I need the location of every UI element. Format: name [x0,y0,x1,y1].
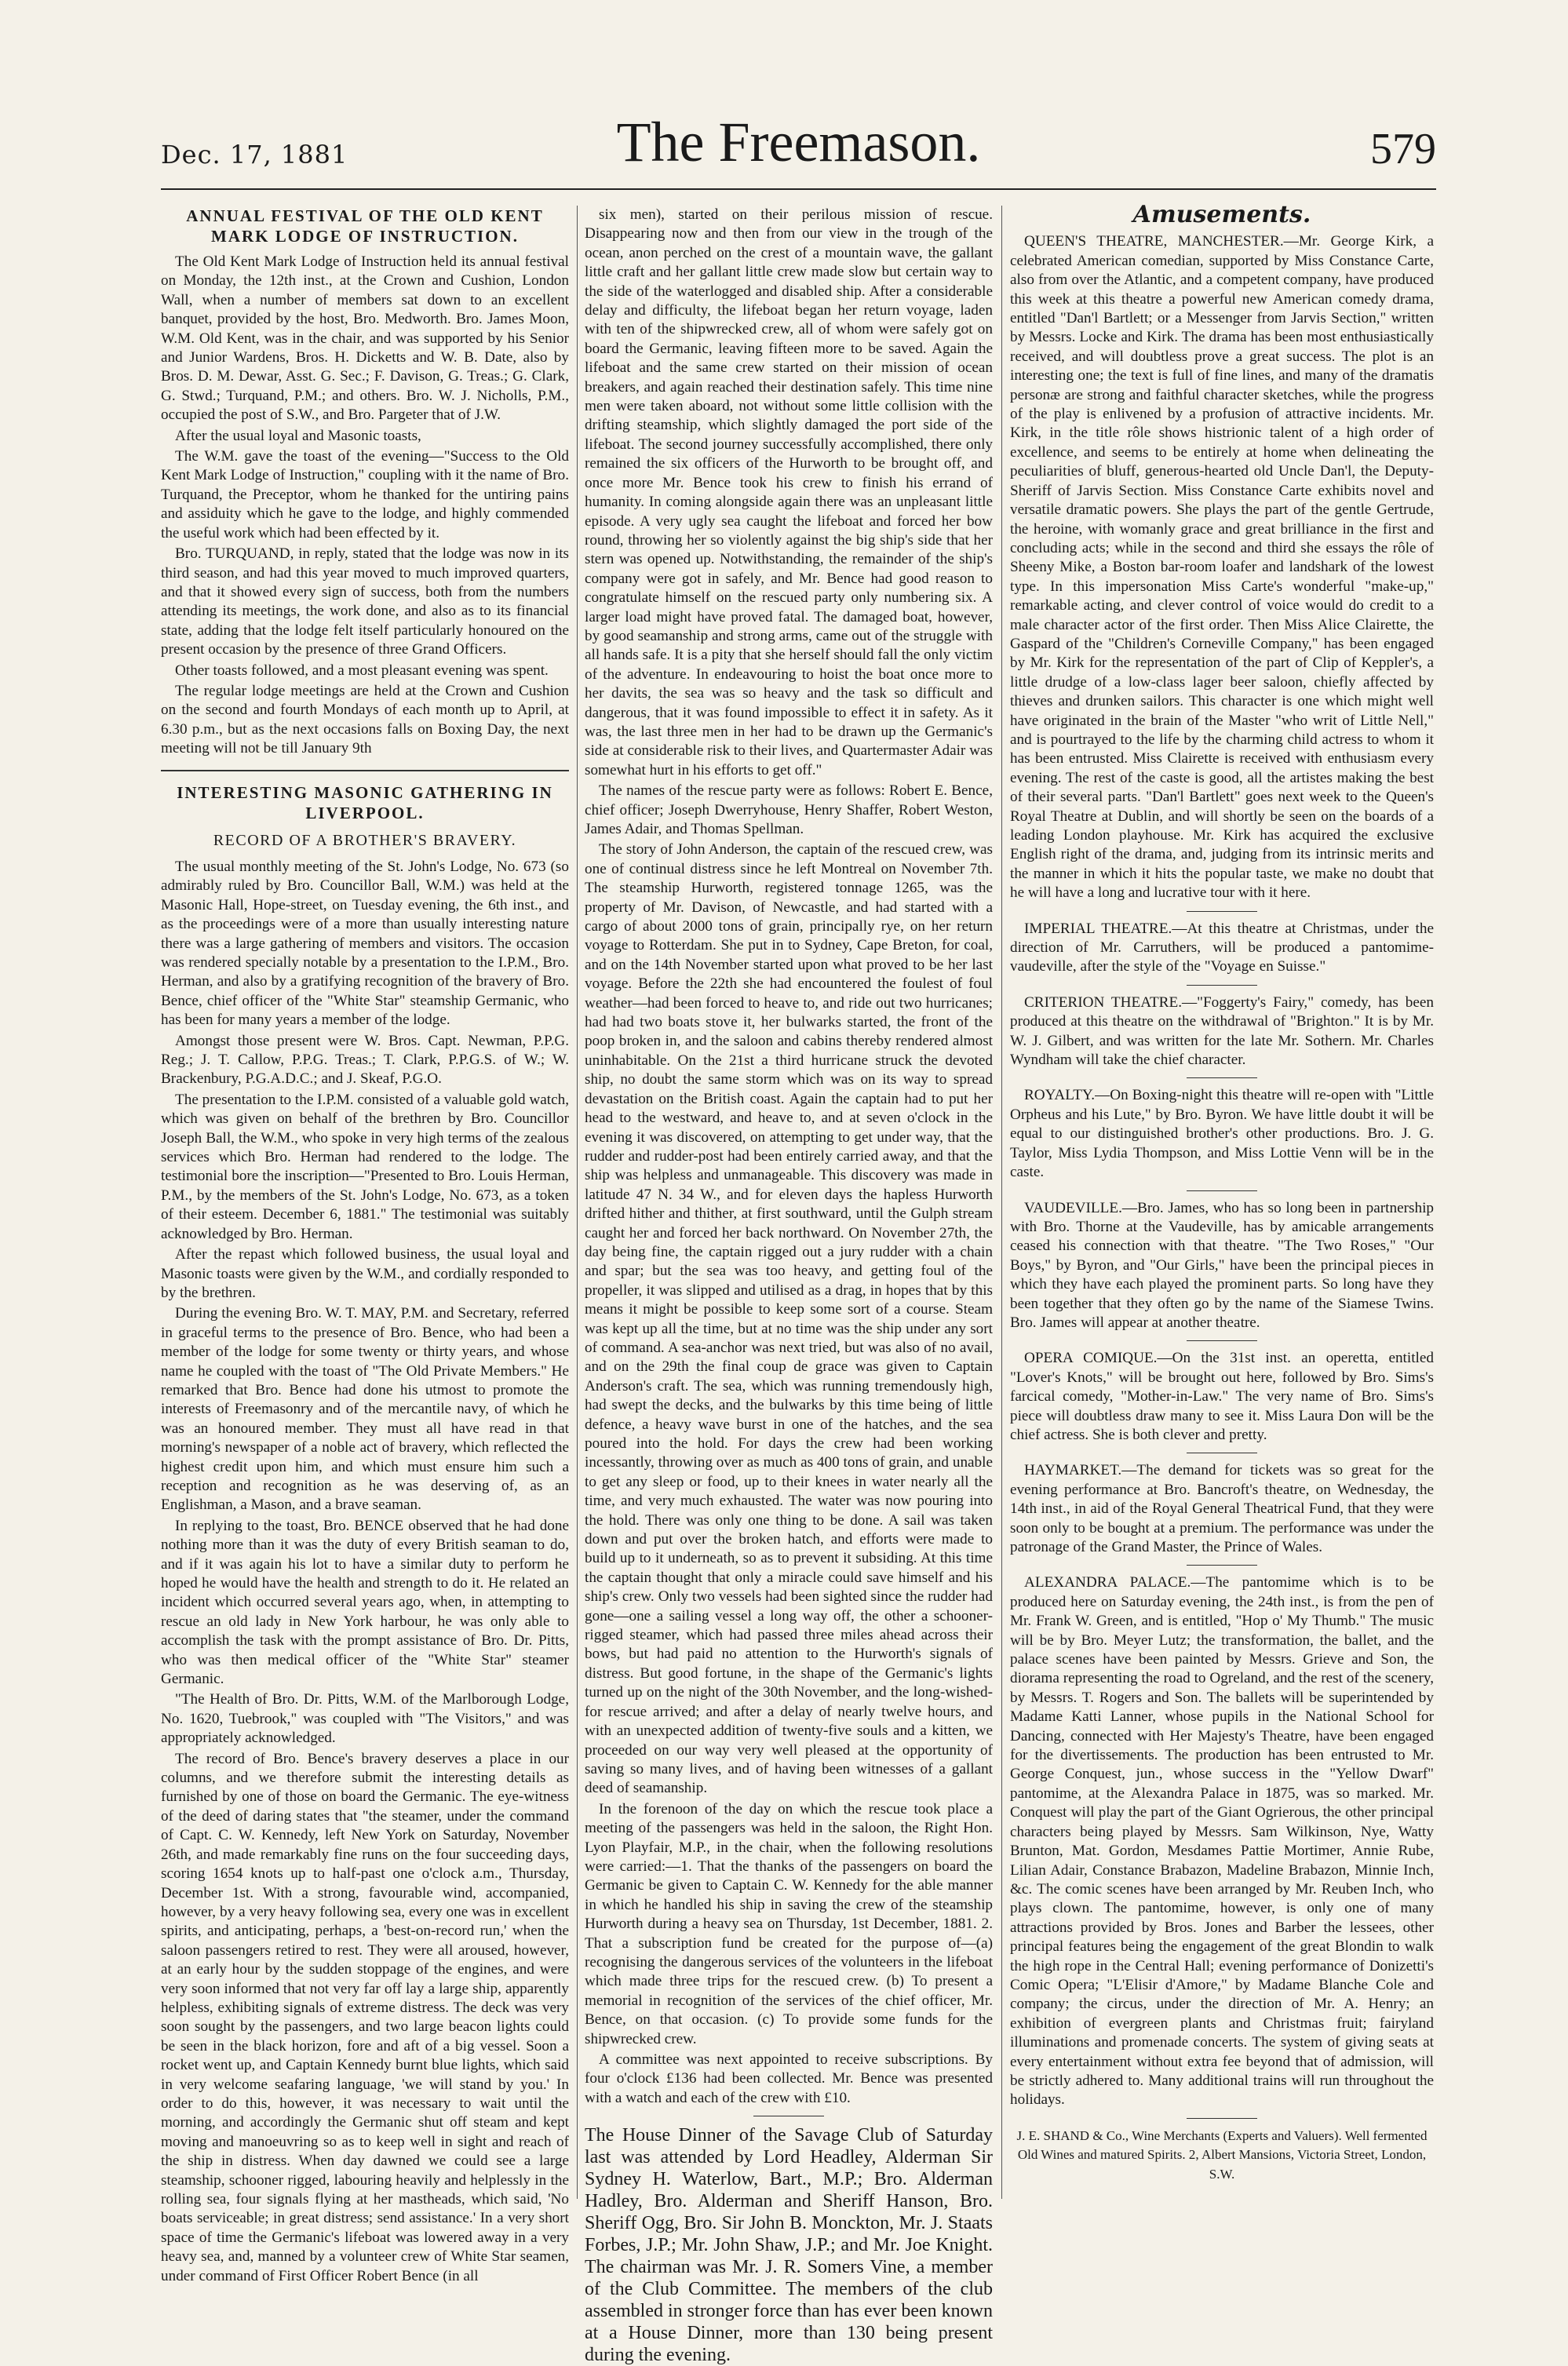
divider [161,770,569,771]
paragraph: The story of John Anderson, the captain of the rescued crew, was one of continual distress since he left Montreal on November 7th. The steamship Hurworth, registered tonnage 1265, was the property of Mr. Davison, of Newcastle, and had started with a cargo of about 2000 tons of grain, principally rye, on her return voyage to Rotterdam. She put in to Sydney, Cape Breton, for coal, and on the 14th November started upon what proved to be her last voyage. Before the 22th she had encountered the foulest of foul weather—had been forced to heave to, and ride out two hurricanes; had had two boats stove it, her bulwarks started, the front of the poop broken in, and the saloon and cabins thereby rendered almost uninhabitable. On the 21st a third hurricane struck the devoted ship, no doubt the same storm which was on its way to spread devastation on the British coast. Again the captain had to put her head to the westward, and heave to, and at seven o'clock in the evening it was discovered, on attempting to get under way, that the rudder and rudder-post had been entirely carried away, and that the ship was helpless and unmanageable. This discovery was made in latitude 47 N. 34 W., and for eleven days the hapless Hurworth drifted hither and thither, at first southward, until the Gulph stream caught her and forced her back northward. On November 27th, the day being fine, the captain rigged out a jury rudder with a chain and spar; but the sea was too heavy, and getting foul of the propeller, it was slipped and utilised as a drag, in hopes that by this means it might be possible to keep some sort of a course. Steam was kept up all the time, but at no time was the ship under any sort of command. A sea-anchor was next tried, but was also of no avail, and on the 29th the final coup de grace was given to Captain Anderson's craft. The sea, which was running tremendously high, had swept the decks, and the bulwarks by this time being of little defence, a heavy wave burst in one of the hatches, and the sea poured into the hold. For days the crew had been working incessantly, throwing over as much as 400 tons of grain, and unable to get any sleep or food, up to their knees in water nearly all the time, and very much exhausted. The water was now pouring into the hold. There was only one thing to be done. A sail was taken down and put over the broken hatch, and efforts were made to build up to it underneath, so as to prevent it subsiding. At this time the captain thought that only a miracle could save himself and his ship's crew. Only two vessels had been sighted since the rudder had gone—one a sailing vessel a long way off, the other a schooner-rigged steamer, which had passed three miles ahead across their bows, but had paid no attention to the Hurworth's signals of distress. But good fortune, in the shape of the Germanic's lights turned up on the night of the 30th November, and the long-wished-for rescue arrived; and after a delay of nearly twelve hours, and with an unexpected addition of twenty-five souls and a kitten, we proceeded on our way very well pleased at the opportunity of saving so many lives, and of having been witnesses of a gallant deed of seamanship. [585,841,993,1797]
article-heading: ANNUAL FESTIVAL OF THE OLD KENT MARK LODGE OF INSTRUCTION. [186,206,544,246]
paragraph: In the forenoon of the day on which the rescue took place a meeting of the passengers was held in the saloon, the Right Hon. Lyon Playfair, M.P., in the chair, when the following resolutions were carried:—1. That the thanks of the passengers on board the Germanic be given to Captain C. W. Kennedy for the able manner in which he handled his ship in saving the crew of the steamship Hurworth during a heavy sea on Thursday, 1st December, 1881. 2. That a subscription fund be created for the purpose of—(a) recognising the dangerous services of the volunteers in the lifeboat which made three trips for the rescued crew. (b) To present a memorial in recognition of the services of the chief officer, Mr. Bence, on that occasion. (c) To provide some funds for the shipwrecked crew. [585,1800,993,2047]
divider [1187,1077,1257,1078]
newspaper-title: The Freemason. [616,111,981,173]
column-3 [1010,201,1434,2207]
paragraph: The regular lodge meetings are held at the Crown and Cushion on the second and fourth Mondays of each month up to April, at 6.30 p.m., but as the next occasions falls on Boxing Day, the next meeting will not be till January 9th [161,682,569,757]
column-rule [577,206,578,2199]
page-number: 579 [1370,125,1436,173]
advertisement: J. E. SHAND & Co., Wine Merchants (Experts and Valuers). Well fermented Old Wines and matured Spirits. 2, Albert Mansions, Victoria Street, London, S.W. [1016,2127,1428,2182]
paragraph: "The Health of Bro. Dr. Pitts, W.M. of the Marlborough Lodge, No. 1620, Tuebrook," was coupled with "The Visitors," and was appropriately acknowledged. [161,1691,569,1747]
paragraph: Other toasts followed, and a most pleasant evening was spent. [175,662,549,679]
paragraph: HAYMARKET.—The demand for tickets was so great for the evening performance at Bro. Bancroft's theatre, on Wednesday, the 14th inst., in aid of the Royal General Theatrical Fund, that they were soon only to be bought at a premium. The performance was under the patronage of the Grand Master, the Prince of Wales. [1010,1462,1434,1555]
column-1 [161,206,569,2284]
article-subheading: RECORD OF A BROTHER'S BRAVERY. [213,831,517,849]
column-2 [585,206,993,2366]
paragraph: The names of the rescue party were as follows: Robert E. Bence, chief officer; Joseph Dwerryhouse, Henry Shaffer, Robert Weston, James Adair, and Thomas Spellman. [585,782,993,837]
paragraph: ALEXANDRA PALACE.—The pantomime which is to be produced here on Saturday evening, the 24th inst., is from the pen of Mr. Frank W. Green, and is entitled, "Hop o' My Thumb." The music will be by Bro. Meyer Lutz; the transformation, the ballet, and the palace scenes have been painted by Messrs. Grieve and Son, the diorama representing the road to Ogreland, and the rest of the scenery, by Messrs. T. Rogers and Son. The ballets will be superintended by Madame Katti Lanner, whose pupils in the National School for Dancing, connected with Her Majesty's Theatre, have been engaged for the divertissements. The production has been entrusted to Mr. George Conquest, jun., whose success in the "Yellow Dwarf" pantomime, at the Alexandra Palace in 1875, was so marked. Mr. Conquest will play the part of the Giant Ogrierous, the other principal characters being played by Messrs. Sam Wilkinson, Nye, Watty Brunton, Mat. Gordon, Mesdames Pattie Mortimer, Annie Rube, Lilian Adair, Constance Brabazon, Madeline Brabazon, Minnie Inch, &c. The comic scenes have been arranged by Mr. Reuben Inch, who plays clown. The pantomime, however, is only one of many attractions provided by Bros. Jones and Barber the lessees, other principal features being the engagement of the great Blondin to walk the high rope in the Central Hall; evening performance of Donizetti's Comic Opera; "L'Elisir d'Amore," by Madame Blanche Cole and company; the circus, under the direction of Mr. A. Henry; an exhibition of evergreen plants and Christmas fruit; fairyland illuminations and promenade concerts. The system of giving seats at every entertainment without extra fee beyond that of admission, will be strictly adhered to. Many additional trains will run throughout the holidays. [1010,1574,1434,2109]
paragraph: CRITERION THEATRE.—"Foggerty's Fairy," comedy, has been produced at this theatre on the withdrawal of "Brighton." It is by Mr. W. J. Gilbert, and was written for the late Mr. Sothern. Mr. Charles Wyndham will take the chief character. [1010,993,1434,1069]
paragraph: The House Dinner of the Savage Club of Saturday last was attended by Lord Headley, Alderman Sir Sydney H. Waterlow, Bart., M.P.; Bro. Alderman Hadley, Bro. Alderman and Sheriff Hanson, Bro. Sheriff Ogg, Bro. Sir John B. Monckton, Mr. J. Staats Forbes, J.P.; Mr. John Shaw, J.P.; and Mr. Joe Knight. The chairman was Mr. J. R. Somers Vine, a member of the Club Committee. The members of the club assembled in stronger force than has ever been known at a House Dinner, more than 130 being present during the evening. [585,2125,993,2366]
masthead [161,110,1436,190]
paragraph: IMPERIAL THEATRE.—At this theatre at Christmas, under the direction of Mr. Carruthers, will be produced a pantomime-vaudeville, after the style of the "Voyage en Suisse." [1010,920,1434,975]
paragraph: six men), started on their perilous mission of rescue. Disappearing now and then from our view in the trough of the ocean, anon perched on the crest of a mountain wave, the gallant little craft and her gallant little crew made slow but certain way to the side of the waterlogged and disabled ship. After a considerable delay and difficulty, the lifeboat began her return voyage, laden with ten of the shipwrecked crew, all of whom were safely got on board the Germanic, leaving fifteen more to be saved. Again the lifeboat and the same crew started on their mission of ocean breakers, and again reached their destination safely. This time nine men were taken aboard, not without some little collision with the drifting steamship, which slightly damaged the port side of the lifeboat. The second journey successfully accomplished, there only remained the six officers of the Hurworth to be brought off, and once more Mr. Bence took his crew to finish his errand of humanity. In coming alongside again there was an unpleasant little episode. A very ugly sea caught the lifeboat and forced her bow round, throwing her so violently against the big ship's side that her stern was opened up. Notwithstanding, the remainder of the ship's company were got in safely, and Mr. Bence had good reason to congratulate himself on the rescued party only numbering six. A larger load might have proved fatal. The damaged boat, however, by good seamanship and strong arms, came out of the struggle with all hands safe. It is a pity that she herself should fall the only victim of the adventure. In endeavouring to hoist the boat once more to her davits, the sea was so heavy and the task so difficult and dangerous, that it was found impossible to effect it in safety. As it was, the last three men in her had to be drawn up the Germanic's side at considerable risk to their lives, and Quartermaster Adair was somewhat hurt in his efforts to get off." [585,206,993,778]
paragraph: The record of Bro. Bence's bravery deserves a place in our columns, and we therefore submit the interesting details as furnished by one of those on board the Germanic. The eye-witness of the deed of daring states that "the steamer, under the command of Capt. C. W. Kennedy, left New York on Saturday, November 26th, and made remarkably fine runs on the four succeeding days, scoring 1654 knots up to half-past one o'clock a.m., Thursday, December 1st. With a strong, favourable wind, accompanied, however, by a very heavy following sea, every one was in excellent spirits, and anticipating, perhaps, a 'best-on-record run,' when the saloon passengers retired to rest. They were all aroused, however, at an early hour by the sudden stoppage of the engines, and were very soon informed that not very far off lay a large ship, apparently helpless, exhibiting signals of extreme distress. The deck was very soon sought by the passengers, and two large beacon lights could be seen in the black horizon, fore and aft of a big vessel. Soon a rocket went up, and Captain Kennedy burnt blue lights, which said in very welcome seafaring language, 'we will stand by you.' In order to do this, however, it was necessary to wait until the morning, and accordingly the Germanic shut off steam and kept moving and manoeuvring so as to keep well in sight and reach of the ship in distress. When day dawned we could see a large steamship, schooner rigged, labouring heavily and helplessly in the rolling sea, four signals flying at her mastheads, which said, 'No boats serviceable; in great distress; send assistance.' In a very short space of time the Germanic's lifeboat was lowered away in a very heavy sea, and, manned by a volunteer crew of White Star seamen, under command of First Officer Robert Bence (in all [161,1750,569,2284]
paragraph: In replying to the toast, Bro. BENCE observed that he had done nothing more than it was the duty of every British seaman to do, and if it was again his lot to have a similar duty to perform he hoped he would have the health and strength to do it. He related an incident which occurred several years ago, when, in attempting to rescue an old lady in New York harbour, he was only able to accomplish the task with the prompt assistance of Bro. Dr. Pitts, who was then medical officer of the "White Star" steamer Germanic. [161,1517,569,1688]
paragraph: OPERA COMIQUE.—On the 31st inst. an operetta, entitled "Lover's Knots," will be brought out here, followed by Bro. Sims's farcical comedy, "Mother-in-Law." The very name of Bro. Sims's piece will doubtless draw many to see it. Miss Laura Don will be the chief actress. She is both clever and pretty. [1010,1350,1434,1443]
divider [1187,1340,1257,1341]
divider [1187,985,1257,986]
divider [1187,911,1257,912]
issue-date: Dec. 17, 1881 [161,140,348,170]
paragraph: VAUDEVILLE.—Bro. James, who has so long been in partnership with Bro. Thorne at the Vaudeville, has by amicable arrangements ceased his connection with that theatre. "The Two Roses," "Our Boys," by Byron, and "Our Girls," have been the principal pieces in which they have each played the prominent parts. So long have they been together that they often go by the name of the Siamese Twins. Bro. James will appear at another theatre. [1010,1199,1434,1331]
section-heading: Amusements. [1132,201,1311,228]
paragraph: Bro. TURQUAND, in reply, stated that the lodge was now in its third season, and had this year moved to much improved quarters, and that it showed every sign of success, both from the numbers attending its meetings, the work done, and also as to its financial state, adding that the lodge felt itself particularly honoured on the present occasion by the presence of three Grand Officers. [161,545,569,658]
paragraph: The Old Kent Mark Lodge of Instruction held its annual festival on Monday, the 12th inst., at the Crown and Cushion, London Wall, when a number of members sat down to an excellent banquet, provided by the host, Bro. Medworth. Bro. James Moon, W.M. Old Kent, was in the chair, and was supported by his Senior and Junior Wardens, Bros. H. Dicketts and W. B. Date, also by Bros. D. M. Dewar, Asst. G. Sec.; F. Davison, G. Treas.; G. Clark, G. Stwd.; Turquand, P.M.; and others. Bro. W. J. Nicholls, P.M., occupied the post of S.W., and Bro. Pargeter that of J.W. [161,253,569,424]
paragraph: The usual monthly meeting of the St. John's Lodge, No. 673 (so admirably ruled by Bro. Councillor Ball, W.M.) was held at the Masonic Hall, Hope-street, on Tuesday evening, the 6th inst., and as the proceedings were of a more than usually interesting nature there was a large gathering of members and visitors. The occasion was rendered specially notable by a presentation to the I.P.M., Bro. Herman, and also by a gratifying recognition of the bravery of Bro. Bence, chief officer of the "White Star" steamship Germanic, who has been for many years a member of the lodge. [161,858,569,1029]
article-heading: INTERESTING MASONIC GATHERING IN LIVERPOOL. [177,782,553,822]
paragraph: QUEEN'S THEATRE, MANCHESTER.—Mr. George Kirk, a celebrated American comedian, supported by Miss Constance Carte, also from over the Atlantic, and a competent company, have produced this week at this theatre a powerful new American comedy drama, entitled "Dan'l Bartlett; or a Messenger from Jarvis Section," written by Messrs. Locke and Kirk. The drama has been most enthusiastically received, and will doubtless prove a great success. The plot is an interesting one; the text is full of fine lines, and many of the dramatis personæ are strong and faithful character sketches, while the progress of the play is enlivened by a profusion of attractive incidents. Mr. Kirk, in the title rôle shows histrionic talent of a high order of excellence, and seems to be entirely at home when delineating the peculiarities of bluff, generous-hearted old Uncle Dan'l, the Deputy-Sheriff of Jarvis Section. Miss Constance Carte exhibits novel and versatile dramatic powers. She plays the part of the gentle Gertrude, the heroine, with womanly grace and great brilliance in the first and concluding acts; while in the second and third she essays the rôle of Sheeny Mike, a Boston bar-room loafer and landshark of the lowest type. In this impersonation Miss Carte's wonderful "make-up," remarkable acting, and clever control of voice would do credit to a male character actor of the first order. Then Miss Alice Clairette, the Gaspard of the "Children's Corneville Company," has been engaged by Mr. Kirk for the representation of the part of Clip of Keppler's, a little drudge of a low-class lager beer saloon, chiefly affected by thieves and drunken sailors. This character is one which might well have originated in the brain of the Master "who writ of Little Nell," and is pourtrayed to the life by the charming child actress to whom it has been entrusted. Miss Clairette is received with enthusiasm every evening. The rest of the caste is good, all the artistes making the best of their several parts. "Dan'l Bartlett" goes next week to the Queen's Royal Theatre at Dublin, and will shortly be seen on the boards of a leading London playhouse. Mr. Kirk has acquired the exclusive English right of the drama, and, judging from its intrinsic merits and the manner in which it hits the popular taste, we make no doubt that he will have a long and lucrative tour with it here. [1010,233,1434,902]
paragraph: Amongst those present were W. Bros. Capt. Newman, P.P.G. Reg.; J. T. Callow, P.P.G. Treas.; T. Clark, P.P.G.S. of W.; W. Brackenbury, P.G.A.D.C.; and J. Skeaf, P.G.O. [161,1032,569,1088]
divider [1187,1565,1257,1566]
paragraph: The W.M. gave the toast of the evening—"Success to the Old Kent Mark Lodge of Instruction," coupling with it the name of Bro. Turquand, the Preceptor, whom he thanked for the untiring pains and assiduity which he gave to the lodge, and highly commended the useful work which had been effected by it. [161,448,569,541]
column-rule [1001,206,1002,2199]
paragraph: The presentation to the I.P.M. consisted of a valuable gold watch, which was given on behalf of the brethren by Bro. Councillor Joseph Ball, the W.M., who spoke in very high terms of the zealous services which Bro. Herman had rendered to the lodge. The testimonial bore the inscription—"Presented to Bro. Louis Herman, P.M., by the members of the St. John's Lodge, No. 673, as a token of their esteem. December 6, 1881." The testimonial was suitably acknowledged by Bro. Herman. [161,1091,569,1242]
divider [1187,2118,1257,2119]
paragraph: ROYALTY.—On Boxing-night this theatre will re-open with "Little Orpheus and his Lute," by Bro. Byron. We have little doubt it will be equal to our distinguished brother's other productions. Bro. J. G. Taylor, Miss Lydia Thompson, and Miss Lottie Venn will be in the caste. [1010,1087,1434,1181]
paragraph: During the evening Bro. W. T. MAY, P.M. and Secretary, referred in graceful terms to the presence of Bro. Bence, who had been a member of the lodge for some twenty or thirty years, and whose name he coupled with the toast of "The Old Private Members." He remarked that Bro. Bence had done his utmost to promote the interests of Freemasonry and of the mercantile navy, of which he was an honoured member. They must all have read in that morning's newspaper of a noble act of bravery, which reflected the highest credit upon him, and which must ensure him such a reception and recognition as he was deserving of, as an Englishman, a Mason, and a brave seaman. [161,1305,569,1514]
divider [1187,1190,1257,1191]
paragraph: After the usual loyal and Masonic toasts, [175,427,421,444]
paragraph: A committee was next appointed to receive subscriptions. By four o'clock £136 had been collected. Mr. Bence was presented with a watch and each of the crew with £10. [585,2051,993,2106]
paragraph: After the repast which followed business, the usual loyal and Masonic toasts were given by the W.M., and cordially responded to by the brethren. [161,1246,569,1301]
